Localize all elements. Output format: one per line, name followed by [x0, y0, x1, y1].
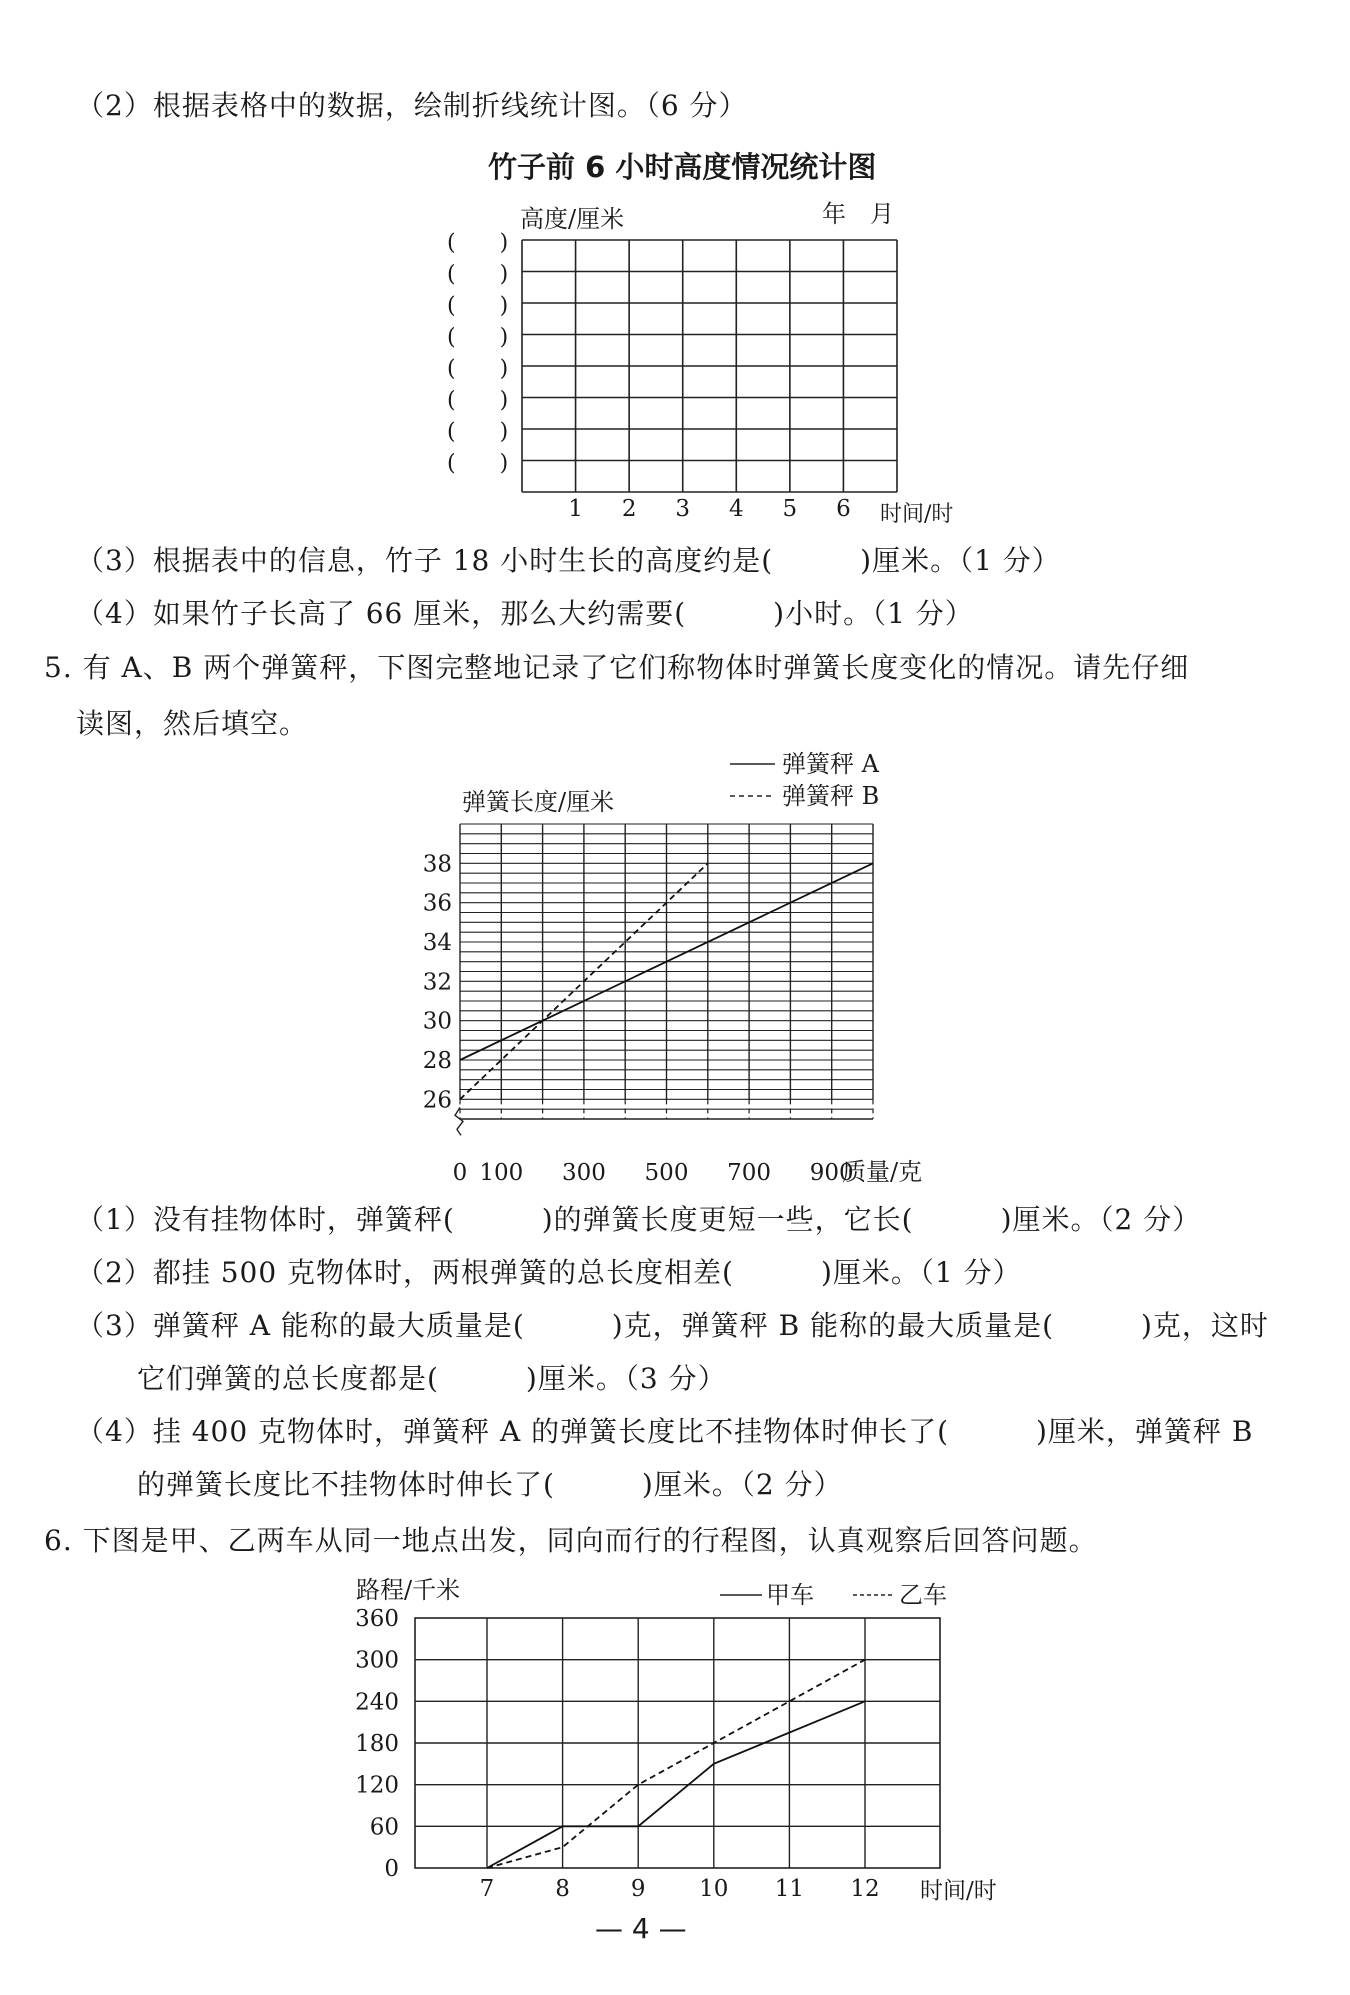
x-tick-label: 100	[479, 1160, 524, 1186]
y-tick-blank: ( )	[447, 261, 509, 287]
q5-p1: （1）没有挂物体时，弹簧秤( )的弹簧长度更短一些，它长( )厘米。（2 分）	[76, 1203, 1202, 1236]
x-tick-label: 12	[850, 1876, 880, 1902]
q6-stem: 6. 下图是甲、乙两车从同一地点出发，同向而行的行程图，认真观察后回答问题。	[44, 1524, 1098, 1557]
x-tick-label: 4	[728, 496, 744, 522]
x-tick-label: 1	[568, 496, 583, 522]
x-tick-label: 9	[630, 1876, 646, 1902]
x-tick-label: 2	[621, 496, 637, 522]
x-tick-label: 8	[555, 1876, 570, 1902]
y-tick-label: 0	[384, 1856, 399, 1882]
x-axis-label: 时间/时	[880, 502, 954, 527]
x-tick-label: 10	[699, 1876, 729, 1902]
x-tick-label: 900	[809, 1160, 854, 1186]
x-tick-label: 3	[675, 496, 691, 522]
y-tick-blank: ( )	[447, 324, 509, 350]
q5-p3b: 它们弹簧的总长度都是( )厘米。（3 分）	[137, 1362, 727, 1395]
y-tick-label: 120	[355, 1772, 399, 1799]
legend-label-a: 弹簧秤 A	[782, 750, 879, 778]
x-tick-label: 500	[644, 1160, 689, 1186]
y-tick-label: 26	[422, 1087, 452, 1114]
y-tick-label: 180	[355, 1731, 399, 1757]
y-tick-label: 300	[355, 1647, 399, 1674]
x-axis-label: 质量/克	[842, 1158, 923, 1186]
legend-label-b: 弹簧秤 B	[782, 782, 880, 810]
y-axis-label: 路程/千米	[356, 1576, 461, 1604]
legend-label-jia: 甲车	[766, 1581, 814, 1609]
q4-part2: （2）根据表格中的数据，绘制折线统计图。（6 分）	[76, 89, 748, 122]
q5-p3a: （3）弹簧秤 A 能称的最大质量是( )克，弹簧秤 B 能称的最大质量是( )克，这时	[76, 1309, 1269, 1342]
date-label: 年 月	[822, 200, 894, 228]
q4-part4: （4）如果竹子长高了 66 厘米，那么大约需要( )小时。（1 分）	[76, 597, 974, 630]
y-tick-blank: ( )	[447, 387, 509, 413]
q4-part3: （3）根据表中的信息，竹子 18 小时生长的高度约是( )厘米。（1 分）	[76, 544, 1061, 577]
y-tick-blank: ( )	[447, 419, 509, 445]
y-tick-label: 32	[422, 969, 452, 996]
q5-p2: （2）都挂 500 克物体时，两根弹簧的总长度相差( )厘米。（1 分）	[76, 1256, 1022, 1289]
x-tick-label: 7	[479, 1876, 495, 1902]
q5-stem-line1: 5. 有 A、B 两个弹簧秤，下图完整地记录了它们称物体时弹簧长度变化的情况。请先仔细	[44, 651, 1190, 684]
y-axis-label: 高度/厘米	[520, 205, 625, 233]
y-tick-blank: ( )	[447, 230, 509, 256]
x-tick-label: 11	[774, 1876, 805, 1902]
x-tick-label: 300	[561, 1160, 606, 1186]
page-number: — 4 —	[595, 1912, 687, 1945]
y-tick-label: 240	[355, 1689, 399, 1716]
q5-stem-line2: 读图，然后填空。	[76, 707, 309, 740]
x-tick-label: 5	[782, 496, 798, 522]
x-tick-label: 0	[452, 1160, 468, 1186]
q5-p4a: （4）挂 400 克物体时，弹簧秤 A 的弹簧长度比不挂物体时伸长了( )厘米，弹簧秤 B	[76, 1415, 1254, 1448]
q5-p4b: 的弹簧长度比不挂物体时伸长了( )厘米。（2 分）	[137, 1468, 843, 1501]
legend-label-yi: 乙车	[899, 1581, 947, 1609]
y-tick-label: 34	[422, 930, 452, 956]
y-tick-label: 28	[422, 1048, 452, 1074]
y-tick-blank: ( )	[447, 356, 509, 382]
y-tick-blank: ( )	[447, 293, 509, 319]
chart1-title: 竹子前 6 小时高度情况统计图	[488, 150, 877, 184]
y-axis-label: 弹簧长度/厘米	[462, 788, 615, 816]
x-axis-label: 时间/时	[920, 1878, 997, 1904]
y-tick-label: 36	[422, 890, 452, 917]
y-tick-label: 60	[369, 1814, 399, 1841]
y-tick-blank: ( )	[447, 450, 509, 476]
y-tick-label: 360	[355, 1606, 399, 1632]
y-tick-label: 30	[422, 1008, 452, 1035]
y-tick-label: 38	[422, 851, 452, 878]
x-tick-label: 6	[836, 496, 851, 522]
x-tick-label: 700	[727, 1160, 772, 1186]
